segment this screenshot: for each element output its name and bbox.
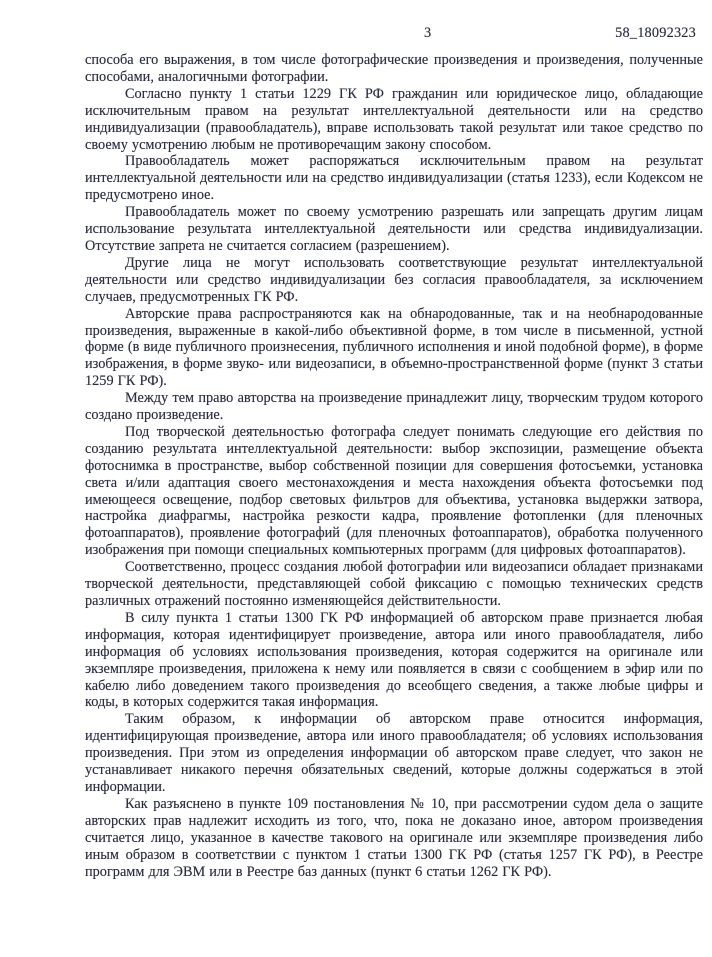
page-header (0, 25, 712, 43)
paragraph: Под творческой деятельностью фотографа следует понимать следующие его действия по созданию результата интеллектуальной деятельности: выбор экспозиции, размещение объекта фотоснимка в пространстве, выбор собственной позиции для совершения фотосъемки, установка света и/или адаптация своего местонахождения и места нахождения объекта фотосъемки под имеющееся освещение, подбор световых фильтров для объектива, установка выдержки затвора, настройка диафрагмы, настройка резкости кадра, проявление фотопленки (для пленочных фотоаппаратов), проявление фотографий (для пленочных фотоаппаратов), обработка полученного изображения при помощи специальных компьютерных программ (для цифровых фотоаппаратов). (85, 423, 703, 559)
paragraph: Соответственно, процесс создания любой фотографии или видеозаписи обладает признаками творческой деятельности, представляющей собой фиксацию с помощью технических средств различных отражений постоянно изменяющейся действительности. (85, 559, 703, 609)
paragraph: Правообладатель может по своему усмотрению разрешать или запрещать другим лицам использование результата интеллектуальной деятельности или средства индивидуализации. Отсутствие запрета не считается согласием (разрешением). (85, 204, 703, 254)
paragraph: Согласно пункту 1 статьи 1229 ГК РФ гражданин или юридическое лицо, обладающие исключительным правом на результат интеллектуальной деятельности или на средство индивидуализации (правообладатель), вправе использовать такой результат или такое средство по своему усмотрению любым не противоречащим закону способом. (85, 85, 703, 153)
paragraph: В силу пункта 1 статьи 1300 ГК РФ информацией об авторском праве признается любая информация, которая идентифицирует произведение, автора или иного правообладателя, либо информация об условиях использования произведения, которая содержится на оригинале или экземпляре произведения, приложена к нему или появляется в связи с сообщением в эфир или по кабелю либо доведением такого произведения до всеобщего сведения, а также любые цифры и коды, в которых содержится такая информация. (85, 609, 703, 711)
paragraph: Между тем право авторства на произведение принадлежит лицу, творческим трудом которого создано произведение. (85, 390, 703, 424)
document-id: 58_18092323 (615, 25, 696, 41)
paragraph: Таким образом, к информации об авторском праве относится информация, идентифицирующая произведение, автора или иного правообладателя; об условиях использования произведения. При этом из определения информации об авторском праве следует, что закон не устанавливает никакого перечня обязательных сведений, которые должны содержаться в этой информации. (85, 711, 703, 795)
paragraph: Как разъяснено в пункте 109 постановления № 10, при рассмотрении судом дела о защите авторских прав надлежит исходить из того, что, пока не доказано иное, автором произведения считается лицо, указанное в качестве такового на оригинале или экземпляре произведения либо иным образом в соответствии с пунктом 1 статьи 1300 ГК РФ (статья 1257 ГК РФ), в Реестре программ для ЭВМ или в Реестре баз данных (пункт 6 статьи 1262 ГК РФ). (85, 795, 703, 880)
page-number: 3 (424, 25, 432, 41)
paragraph: Правообладатель может распоряжаться исключительным правом на результат интеллектуальной деятельности или на средство индивидуализации (статья 1233), если Кодексом не предусмотрено иное. (85, 153, 703, 204)
paragraph: способа его выражения, в том числе фотографические произведения и произведения, полученные способами, аналогичными фотографии. (85, 52, 703, 85)
paragraph: Другие лица не могут использовать соответствующие результат интеллектуальной деятельности или средство индивидуализации без согласия правообладателя, за исключением случаев, предусмотренных ГК РФ. (85, 254, 703, 305)
paragraph: Авторские права распространяются как на обнародованные, так и на необнародованные произведения, выраженные в какой-либо объективной форме, в том числе в письменной, устной форме (в виде публичного произнесения, публичного исполнения и иной подобной форме), в форме изображения, в форме звуко- или видеозаписи, в объемно-пространственной форме (пункт 3 статьи 1259 ГК РФ). (85, 305, 703, 390)
document-body (85, 52, 703, 880)
